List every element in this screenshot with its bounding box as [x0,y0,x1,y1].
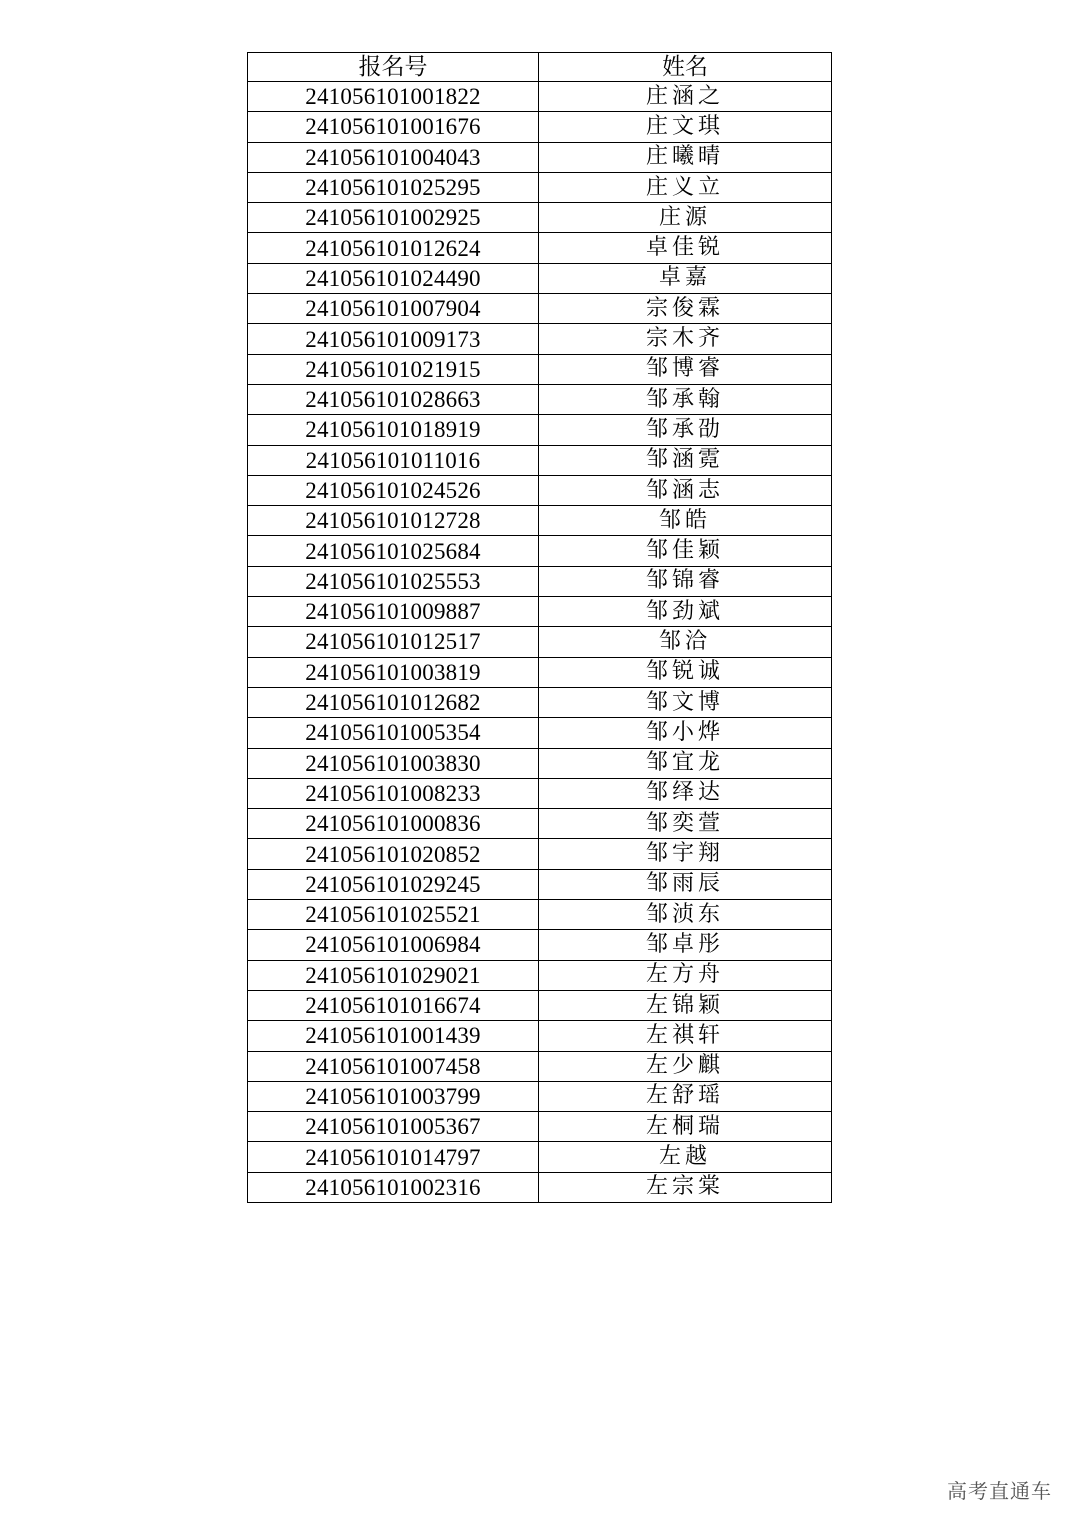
registration-number-cell: 241056101003819 [248,657,539,687]
table-row [248,809,832,839]
table-header-row [248,53,832,82]
name-cell: 庄源 [539,203,832,233]
registration-number-cell: 241056101024490 [248,263,539,293]
registration-number-cell: 241056101025295 [248,172,539,202]
registration-number-cell: 241056101007904 [248,294,539,324]
table-row [248,930,832,960]
name-cell: 卓佳锐 [539,233,832,263]
name-cell: 宗俊霖 [539,294,832,324]
watermark-source: 高考直通车 [947,1479,1052,1503]
name-cell: 邹小烨 [539,718,832,748]
table-row [248,657,832,687]
registration-number-cell: 241056101002925 [248,203,539,233]
table-row [248,203,832,233]
name-cell: 邹佳颖 [539,536,832,566]
registration-number-cell: 241056101007458 [248,1051,539,1081]
table-row [248,233,832,263]
name-cell: 邹涵志 [539,475,832,505]
name-cell: 邹锐诚 [539,657,832,687]
header-registration-number: 报名号 [248,53,539,82]
registration-number-cell: 241056101009887 [248,597,539,627]
registration-number-cell: 241056101012517 [248,627,539,657]
name-cell: 邹洽 [539,627,832,657]
table-row [248,263,832,293]
name-cell: 邹卓彤 [539,930,832,960]
registration-number-cell: 241056101000836 [248,809,539,839]
name-cell: 邹文博 [539,687,832,717]
table-row [248,839,832,869]
registration-table-container [247,52,831,1203]
registration-number-cell: 241056101025553 [248,566,539,596]
table-row [248,990,832,1020]
table-row [248,748,832,778]
table-row [248,718,832,748]
table-row [248,294,832,324]
name-cell: 左桐瑞 [539,1112,832,1142]
name-cell: 庄涵之 [539,82,832,112]
table-row [248,415,832,445]
name-cell: 庄文琪 [539,112,832,142]
registration-number-cell: 241056101029245 [248,869,539,899]
table-body [248,82,832,1203]
table-row [248,900,832,930]
table-row [248,506,832,536]
header-name: 姓名 [539,53,832,82]
table-row [248,1112,832,1142]
table-row [248,1021,832,1051]
registration-number-cell: 241056101005367 [248,1112,539,1142]
name-cell: 左方舟 [539,960,832,990]
registration-number-cell: 241056101005354 [248,718,539,748]
name-cell: 邹绎达 [539,778,832,808]
name-cell: 邹涵霓 [539,445,832,475]
table-row [248,1172,832,1202]
registration-number-cell: 241056101001822 [248,82,539,112]
registration-number-cell: 241056101024526 [248,475,539,505]
name-cell: 庄义立 [539,172,832,202]
registration-number-cell: 241056101012682 [248,687,539,717]
name-cell: 邹宜龙 [539,748,832,778]
table-row [248,869,832,899]
name-cell: 邹锦睿 [539,566,832,596]
name-cell: 左舒瑶 [539,1081,832,1111]
table-row [248,475,832,505]
table-row [248,778,832,808]
table-row [248,142,832,172]
registration-number-cell: 241056101001676 [248,112,539,142]
registration-number-cell: 241056101006984 [248,930,539,960]
registration-number-cell: 241056101016674 [248,990,539,1020]
table-row [248,960,832,990]
registration-number-cell: 241056101021915 [248,354,539,384]
registration-number-cell: 241056101028663 [248,384,539,414]
name-cell: 宗木齐 [539,324,832,354]
name-cell: 左锦颖 [539,990,832,1020]
name-cell: 邹奕萱 [539,809,832,839]
table-row [248,172,832,202]
table-row [248,566,832,596]
registration-number-cell: 241056101001439 [248,1021,539,1051]
table-row [248,445,832,475]
registration-number-cell: 241056101018919 [248,415,539,445]
name-cell: 左越 [539,1142,832,1172]
name-cell: 邹雨辰 [539,869,832,899]
name-cell: 邹浈东 [539,900,832,930]
registration-number-cell: 241056101004043 [248,142,539,172]
name-cell: 左宗棠 [539,1172,832,1202]
registration-number-cell: 241056101020852 [248,839,539,869]
name-cell: 邹宇翔 [539,839,832,869]
registration-number-cell: 241056101025521 [248,900,539,930]
name-cell: 邹劲斌 [539,597,832,627]
table-row [248,1081,832,1111]
table-row [248,1142,832,1172]
registration-number-cell: 241056101012624 [248,233,539,263]
registration-table [247,52,832,1203]
registration-number-cell: 241056101008233 [248,778,539,808]
registration-number-cell: 241056101011016 [248,445,539,475]
name-cell: 卓嘉 [539,263,832,293]
registration-number-cell: 241056101025684 [248,536,539,566]
registration-number-cell: 241056101002316 [248,1172,539,1202]
table-row [248,354,832,384]
table-row [248,324,832,354]
registration-number-cell: 241056101014797 [248,1142,539,1172]
table-row [248,112,832,142]
table-row [248,536,832,566]
registration-number-cell: 241056101029021 [248,960,539,990]
name-cell: 左少麒 [539,1051,832,1081]
table-row [248,627,832,657]
registration-number-cell: 241056101009173 [248,324,539,354]
name-cell: 邹博睿 [539,354,832,384]
registration-number-cell: 241056101012728 [248,506,539,536]
table-row [248,687,832,717]
registration-number-cell: 241056101003799 [248,1081,539,1111]
table-row [248,384,832,414]
table-row [248,1051,832,1081]
table-row [248,82,832,112]
name-cell: 邹承翰 [539,384,832,414]
table-row [248,597,832,627]
name-cell: 左祺轩 [539,1021,832,1051]
name-cell: 邹承劭 [539,415,832,445]
name-cell: 庄曦晴 [539,142,832,172]
registration-number-cell: 241056101003830 [248,748,539,778]
name-cell: 邹皓 [539,506,832,536]
